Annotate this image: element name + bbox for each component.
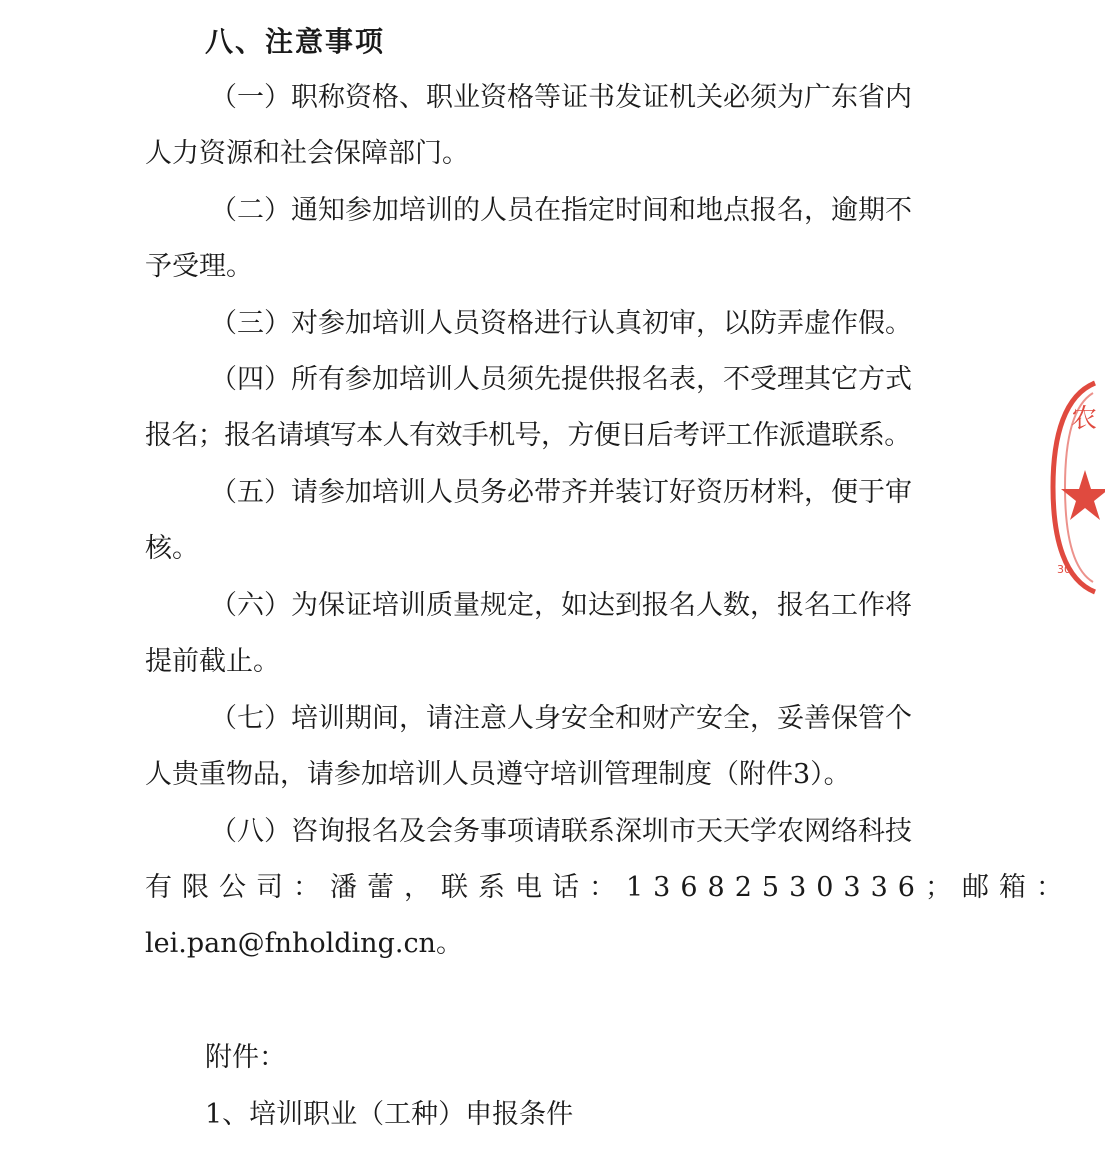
notice-item-7-line-1: （七）培训期间，请注意人身安全和财产安全，妥善保管个 [210, 703, 912, 734]
section-heading: 八、注意事项 [205, 25, 386, 58]
notice-item-1-line-2: 人力资源和社会保障部门。 [145, 138, 469, 169]
seal-text-fragment: 农 [1071, 404, 1098, 434]
notice-item-3-line-1: （三）对参加培训人员资格进行认真初审，以防弄虚作假。 [210, 308, 912, 339]
notice-item-8-line-2: 有限公司：潘蕾，联系电话：13682530336；邮箱： [145, 872, 1073, 903]
notice-item-5-line-1: （五）请参加培训人员务必带齐并装订好资历材料，便于审 [210, 477, 912, 508]
seal-number-fragment: 30 [1057, 563, 1071, 576]
official-seal [1035, 375, 1105, 600]
notice-item-2-line-2: 予受理。 [145, 251, 253, 282]
attachments-label: 附件： [205, 1042, 286, 1073]
notice-item-8-line-1: （八）咨询报名及会务事项请联系深圳市天天学农网络科技 [210, 816, 912, 847]
attachment-item-1: 1、培训职业（工种）申报条件 [205, 1099, 574, 1130]
notice-item-4-line-2: 报名；报名请填写本人有效手机号，方便日后考评工作派遣联系。 [145, 420, 911, 451]
notice-item-7-line-2: 人贵重物品，请参加培训人员遵守培训管理制度（附件3）。 [145, 759, 851, 790]
contact-email: lei.pan@fnholding.cn。 [145, 928, 463, 959]
seal-star-icon [1061, 470, 1105, 520]
notice-item-6-line-2: 提前截止。 [145, 646, 280, 677]
notice-item-5-line-2: 核。 [145, 533, 199, 564]
notice-item-6-line-1: （六）为保证培训质量规定，如达到报名人数，报名工作将 [210, 590, 912, 621]
notice-item-1-line-1: （一）职称资格、职业资格等证书发证机关必须为广东省内 [210, 82, 912, 113]
notice-item-2-line-1: （二）通知参加培训的人员在指定时间和地点报名，逾期不 [210, 195, 912, 226]
notice-item-4-line-1: （四）所有参加培训人员须先提供报名表，不受理其它方式 [210, 364, 912, 395]
